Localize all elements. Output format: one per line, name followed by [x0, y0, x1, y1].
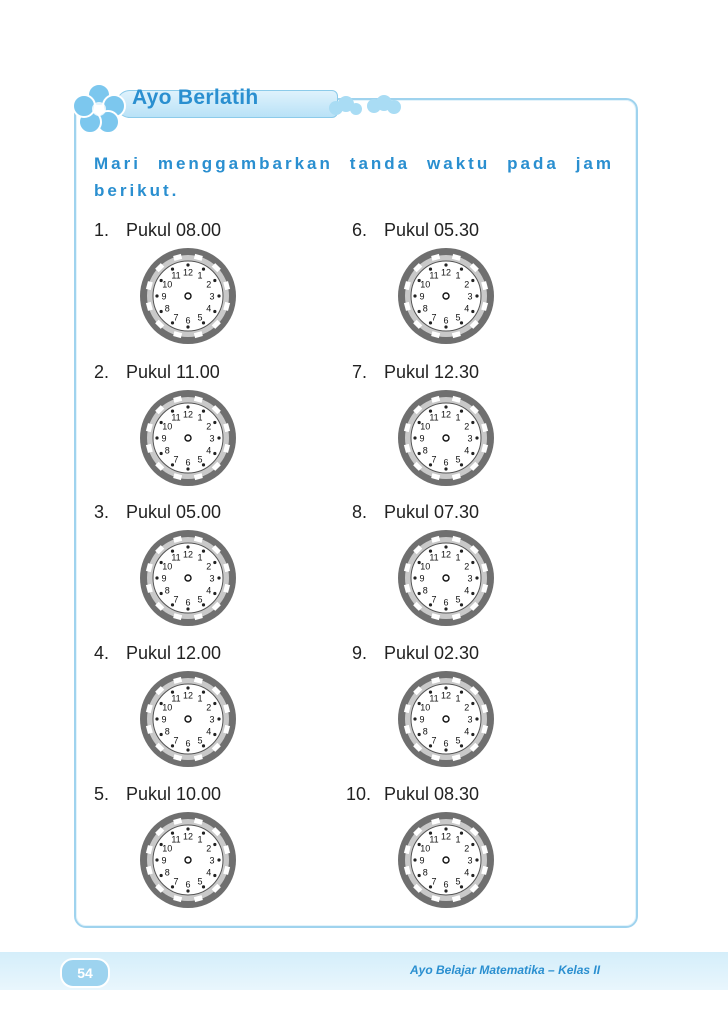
task-item	[94, 220, 284, 350]
task-number: 3.	[94, 502, 110, 522]
hour-dot	[413, 436, 416, 439]
hour-numeral: 6	[443, 597, 449, 608]
task-item	[94, 643, 284, 773]
hour-dot	[186, 889, 189, 892]
hour-numeral: 7	[431, 735, 437, 746]
hour-numeral: 7	[431, 454, 437, 465]
hour-dot	[444, 607, 447, 610]
task-item	[94, 362, 284, 492]
hour-numeral: 1	[197, 834, 203, 845]
hour-dot	[155, 294, 158, 297]
hour-numeral: 7	[173, 735, 179, 746]
hour-numeral: 8	[422, 726, 428, 737]
hour-dot	[160, 874, 163, 877]
hour-numeral: 1	[197, 552, 203, 563]
hour-numeral: 1	[197, 412, 203, 423]
hour-dot	[444, 545, 447, 548]
task-number: 10.	[346, 784, 372, 804]
banner-title: Ayo Berlatih	[132, 86, 259, 109]
hour-numeral: 1	[455, 693, 461, 704]
hour-numeral: 9	[161, 573, 167, 584]
hour-dot	[444, 325, 447, 328]
hour-dot	[186, 263, 189, 266]
hour-numeral: 11	[171, 270, 181, 281]
hour-numeral: 5	[455, 454, 461, 465]
task-time-label: Pukul 07.30	[384, 502, 480, 522]
hour-dot	[186, 467, 189, 470]
task-item	[352, 502, 542, 632]
hour-numeral: 11	[171, 412, 181, 423]
hour-numeral: 10	[420, 279, 431, 290]
hour-numeral: 4	[464, 867, 470, 878]
footer-book-title: Ayo Belajar Matematika – Kelas II	[410, 963, 601, 977]
hour-dot	[186, 748, 189, 751]
hour-dot	[155, 717, 158, 720]
hour-numeral: 10	[420, 561, 431, 572]
clock-center	[443, 575, 449, 581]
hour-dot	[471, 874, 474, 877]
hour-dot	[471, 733, 474, 736]
hour-numeral: 11	[429, 552, 439, 563]
hour-numeral: 11	[429, 693, 439, 704]
hour-numeral: 9	[161, 714, 167, 725]
hour-numeral: 8	[164, 445, 170, 456]
hour-numeral: 7	[173, 312, 179, 323]
hour-dot	[213, 843, 216, 846]
clock-face[interactable]	[394, 808, 498, 912]
hour-numeral: 3	[209, 714, 215, 725]
hour-dot	[444, 748, 447, 751]
hour-dot	[444, 263, 447, 266]
hour-dot	[217, 576, 220, 579]
clock-face[interactable]	[394, 526, 498, 630]
hour-dot	[213, 702, 216, 705]
hour-numeral: 10	[162, 702, 173, 713]
hour-dot	[213, 733, 216, 736]
hour-numeral: 2	[464, 843, 470, 854]
hour-numeral: 3	[467, 855, 473, 866]
hour-dot	[160, 452, 163, 455]
clock-center	[443, 857, 449, 863]
task-item	[352, 643, 542, 773]
hour-dot	[471, 452, 474, 455]
hour-numeral: 9	[419, 291, 425, 302]
page-number: 54	[60, 958, 110, 988]
hour-numeral: 2	[206, 702, 212, 713]
clock-face[interactable]	[136, 526, 240, 630]
task-number: 4.	[94, 643, 110, 663]
hour-numeral: 12	[440, 267, 452, 278]
hour-numeral: 10	[420, 843, 431, 854]
hour-dot	[155, 576, 158, 579]
task-time-label: Pukul 12.00	[126, 643, 222, 663]
hour-dot	[213, 592, 216, 595]
hour-numeral: 4	[206, 445, 212, 456]
hour-numeral: 4	[206, 726, 212, 737]
cloud-decoration-icon	[326, 94, 406, 120]
hour-numeral: 1	[455, 834, 461, 845]
task-number: 1.	[94, 220, 110, 240]
hour-dot	[217, 436, 220, 439]
hour-numeral: 4	[464, 585, 470, 596]
hour-numeral: 9	[419, 714, 425, 725]
hour-numeral: 12	[440, 409, 452, 420]
hour-dot	[186, 405, 189, 408]
hour-numeral: 4	[464, 445, 470, 456]
hour-numeral: 5	[197, 876, 203, 887]
hour-dot	[418, 874, 421, 877]
hour-numeral: 2	[464, 561, 470, 572]
hour-dot	[444, 827, 447, 830]
hour-numeral: 12	[440, 831, 452, 842]
clock-center	[185, 435, 191, 441]
hour-dot	[186, 325, 189, 328]
hour-dot	[471, 843, 474, 846]
clock-center	[185, 575, 191, 581]
hour-numeral: 4	[206, 585, 212, 596]
hour-numeral: 5	[455, 594, 461, 605]
hour-dot	[471, 592, 474, 595]
hour-numeral: 2	[464, 702, 470, 713]
hour-numeral: 4	[206, 303, 212, 314]
hour-numeral: 12	[440, 690, 452, 701]
task-time-label: Pukul 08.30	[384, 784, 480, 804]
hour-numeral: 6	[443, 457, 449, 468]
hour-numeral: 8	[164, 585, 170, 596]
hour-dot	[213, 874, 216, 877]
hour-numeral: 3	[209, 855, 215, 866]
task-time-label: Pukul 12.30	[384, 362, 480, 382]
clock-face[interactable]	[136, 808, 240, 912]
hour-dot	[160, 310, 163, 313]
hour-numeral: 3	[209, 573, 215, 584]
clock-face[interactable]	[136, 244, 240, 348]
hour-numeral: 10	[420, 702, 431, 713]
clock-face[interactable]	[394, 667, 498, 771]
hour-numeral: 2	[206, 279, 212, 290]
hour-dot	[475, 436, 478, 439]
hour-numeral: 5	[455, 312, 461, 323]
task-time-label: Pukul 08.00	[126, 220, 222, 240]
task-time-label: Pukul 05.00	[126, 502, 222, 522]
hour-numeral: 9	[419, 433, 425, 444]
hour-dot	[413, 576, 416, 579]
clock-face[interactable]	[136, 667, 240, 771]
hour-dot	[444, 686, 447, 689]
hour-numeral: 11	[171, 693, 181, 704]
hour-numeral: 2	[206, 561, 212, 572]
hour-numeral: 2	[206, 843, 212, 854]
hour-numeral: 12	[182, 267, 194, 278]
hour-dot	[471, 561, 474, 564]
clock-face[interactable]	[394, 386, 498, 490]
hour-numeral: 12	[182, 690, 194, 701]
hour-numeral: 11	[429, 834, 439, 845]
hour-dot	[217, 717, 220, 720]
hour-dot	[475, 858, 478, 861]
hour-dot	[418, 592, 421, 595]
hour-dot	[418, 310, 421, 313]
hour-dot	[160, 733, 163, 736]
hour-numeral: 1	[197, 270, 203, 281]
hour-numeral: 3	[467, 291, 473, 302]
clock-center	[185, 857, 191, 863]
hour-numeral: 7	[431, 876, 437, 887]
hour-numeral: 11	[171, 834, 181, 845]
hour-numeral: 6	[443, 738, 449, 749]
hour-numeral: 7	[173, 594, 179, 605]
hour-numeral: 4	[206, 867, 212, 878]
hour-numeral: 11	[429, 270, 439, 281]
hour-numeral: 4	[464, 726, 470, 737]
hour-numeral: 9	[161, 433, 167, 444]
clock-center	[443, 435, 449, 441]
clock-center	[185, 293, 191, 299]
hour-numeral: 11	[429, 412, 439, 423]
clock-face[interactable]	[394, 244, 498, 348]
hour-dot	[213, 561, 216, 564]
hour-numeral: 6	[185, 457, 191, 468]
hour-dot	[418, 452, 421, 455]
hour-numeral: 2	[206, 421, 212, 432]
hour-dot	[217, 294, 220, 297]
task-number: 7.	[352, 362, 368, 382]
hour-numeral: 10	[162, 561, 173, 572]
task-number: 9.	[352, 643, 368, 663]
hour-numeral: 12	[182, 409, 194, 420]
hour-dot	[155, 858, 158, 861]
hour-dot	[475, 576, 478, 579]
hour-numeral: 8	[164, 726, 170, 737]
hour-numeral: 6	[185, 738, 191, 749]
hour-dot	[155, 436, 158, 439]
hour-numeral: 8	[422, 585, 428, 596]
hour-dot	[186, 686, 189, 689]
hour-dot	[471, 279, 474, 282]
hour-numeral: 6	[185, 315, 191, 326]
hour-dot	[444, 889, 447, 892]
hour-numeral: 5	[455, 876, 461, 887]
hour-numeral: 6	[185, 597, 191, 608]
hour-numeral: 2	[464, 421, 470, 432]
hour-numeral: 5	[197, 594, 203, 605]
hour-numeral: 5	[197, 312, 203, 323]
hour-numeral: 6	[443, 315, 449, 326]
hour-dot	[186, 607, 189, 610]
hour-dot	[444, 467, 447, 470]
hour-dot	[213, 310, 216, 313]
hour-dot	[160, 592, 163, 595]
hour-numeral: 5	[197, 735, 203, 746]
clock-center	[443, 293, 449, 299]
hour-numeral: 3	[467, 433, 473, 444]
hour-numeral: 3	[467, 573, 473, 584]
hour-numeral: 8	[164, 867, 170, 878]
clock-center	[443, 716, 449, 722]
hour-dot	[213, 421, 216, 424]
hour-numeral: 7	[173, 876, 179, 887]
hour-dot	[213, 452, 216, 455]
hour-numeral: 6	[185, 879, 191, 890]
task-time-label: Pukul 05.30	[384, 220, 480, 240]
hour-dot	[413, 717, 416, 720]
hour-numeral: 5	[197, 454, 203, 465]
hour-numeral: 8	[422, 303, 428, 314]
hour-numeral: 12	[182, 549, 194, 560]
hour-numeral: 8	[422, 445, 428, 456]
hour-numeral: 1	[455, 552, 461, 563]
hour-dot	[471, 310, 474, 313]
hour-numeral: 11	[171, 552, 181, 563]
task-number: 8.	[352, 502, 368, 522]
hour-numeral: 10	[420, 421, 431, 432]
hour-numeral: 1	[455, 412, 461, 423]
hour-numeral: 7	[431, 312, 437, 323]
hour-numeral: 8	[422, 867, 428, 878]
hour-numeral: 12	[440, 549, 452, 560]
task-item	[94, 502, 284, 632]
hour-dot	[418, 733, 421, 736]
instruction-text: Mari menggambarkan tanda waktu pada jam berikut.	[94, 154, 614, 200]
hour-numeral: 6	[443, 879, 449, 890]
hour-numeral: 10	[162, 421, 173, 432]
hour-numeral: 1	[197, 693, 203, 704]
task-item	[352, 362, 542, 492]
task-item	[352, 220, 542, 350]
task-number: 6.	[352, 220, 368, 240]
hour-numeral: 9	[419, 855, 425, 866]
hour-dot	[475, 717, 478, 720]
flower-icon	[68, 82, 130, 136]
hour-dot	[186, 827, 189, 830]
hour-numeral: 7	[173, 454, 179, 465]
hour-dot	[213, 279, 216, 282]
hour-dot	[413, 858, 416, 861]
clock-face[interactable]	[136, 386, 240, 490]
hour-numeral: 10	[162, 279, 173, 290]
clock-center	[185, 716, 191, 722]
hour-numeral: 12	[182, 831, 194, 842]
hour-numeral: 2	[464, 279, 470, 290]
hour-numeral: 3	[209, 433, 215, 444]
task-number: 5.	[94, 784, 110, 804]
hour-numeral: 9	[419, 573, 425, 584]
task-item	[94, 784, 284, 914]
hour-numeral: 4	[464, 303, 470, 314]
task-time-label: Pukul 11.00	[126, 362, 220, 382]
hour-dot	[217, 858, 220, 861]
task-time-label: Pukul 02.30	[384, 643, 480, 663]
task-item	[346, 784, 542, 914]
hour-dot	[471, 421, 474, 424]
hour-numeral: 3	[467, 714, 473, 725]
hour-numeral: 9	[161, 855, 167, 866]
hour-numeral: 3	[209, 291, 215, 302]
hour-numeral: 7	[431, 594, 437, 605]
task-time-label: Pukul 10.00	[126, 784, 222, 804]
hour-numeral: 5	[455, 735, 461, 746]
hour-dot	[186, 545, 189, 548]
hour-dot	[475, 294, 478, 297]
task-number: 2.	[94, 362, 110, 382]
hour-dot	[444, 405, 447, 408]
hour-dot	[413, 294, 416, 297]
hour-dot	[471, 702, 474, 705]
hour-numeral: 1	[455, 270, 461, 281]
hour-numeral: 9	[161, 291, 167, 302]
hour-numeral: 10	[162, 843, 173, 854]
hour-numeral: 8	[164, 303, 170, 314]
